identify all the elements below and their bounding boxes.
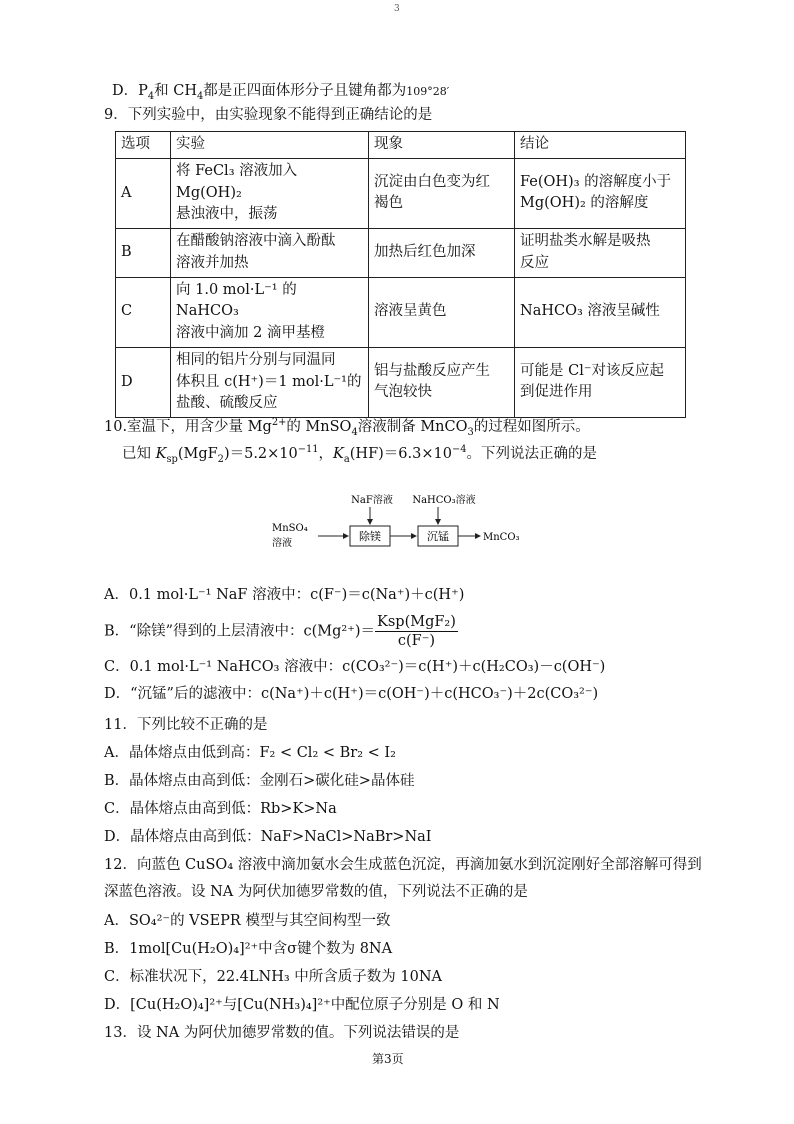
- option-cell: C: [116, 277, 171, 347]
- flow-reagent-label: NaHCO₃溶液: [412, 495, 476, 506]
- conclusion-cell: Fe(OH)₃ 的溶解度小于 Mg(OH)₂ 的溶解度: [515, 158, 686, 228]
- phenomenon-cell: 加热后红色加深: [369, 229, 515, 278]
- q12-option-a: A．SO₄²⁻的 VSEPR 模型与其空间构型一致: [104, 913, 391, 929]
- table-header-row: [116, 132, 686, 159]
- q11-option-b: B．晶体熔点由高到低：金刚石>碳化硅>晶体硅: [104, 773, 415, 789]
- q10-option-a: A．0.1 mol·L⁻¹ NaF 溶液中：c(F⁻)＝c(Na⁺)＋c(H⁺): [104, 587, 465, 603]
- phenomenon-cell: 溶液呈黄色: [369, 277, 515, 347]
- q9-table: [115, 131, 686, 418]
- experiment-cell: 在醋酸钠溶液中滴入酚酞 溶液并加热: [171, 229, 369, 278]
- flow-product-label: MnCO₃: [483, 532, 520, 543]
- conclusion-cell: NaHCO₃ 溶液呈碱性: [515, 277, 686, 347]
- phenomenon-cell: 沉淀由白色变为红 褐色: [369, 158, 515, 228]
- table-header: 选项: [116, 132, 171, 159]
- fraction: $\frac{\text{Ksp(MgF₂)}}{c(F^-)}$: [377, 614, 456, 650]
- table-row: [116, 347, 686, 417]
- flow-input-label: 溶液: [272, 538, 292, 549]
- table-header: 实验: [171, 132, 369, 159]
- conclusion-cell: 证明盐类水解是吸热 反应: [515, 229, 686, 278]
- q12-stem-line2: 深蓝色溶液。设 NA 为阿伏加德罗常数的值，下列说法不正确的是: [104, 884, 528, 900]
- conclusion-cell: 可能是 Cl⁻对该反应起 到促进作用: [515, 347, 686, 417]
- flow-step-label: 除镁: [359, 530, 381, 543]
- flow-input-label: MnSO₄: [272, 523, 308, 534]
- q13-stem: 13．设 NA 为阿伏加德罗常数的值。下列说法错误的是: [104, 1025, 460, 1041]
- table-row: [116, 229, 686, 278]
- option-cell: D: [116, 347, 171, 417]
- phenomenon-cell: 铝与盐酸反应产生 气泡较快: [369, 347, 515, 417]
- q9-stem: 9．下列实验中，由实验现象不能得到正确结论的是: [104, 107, 433, 123]
- q11-stem: 11．下列比较不正确的是: [104, 717, 268, 733]
- table-header: 现象: [369, 132, 515, 159]
- table-row: [116, 158, 686, 228]
- page-footer: 第3页: [372, 1052, 404, 1066]
- flow-step-label: 沉锰: [427, 530, 449, 543]
- q10-flow-diagram: [268, 490, 538, 562]
- q11-option-a: A．晶体熔点由低到高：F₂ < Cl₂ < Br₂ < I₂: [104, 745, 396, 761]
- q10-option-d: D．“沉锰”后的滤液中：c(Na⁺)＋c(H⁺)＝c(OH⁻)＋c(HCO₃⁻)＋2c(CO₃²⁻): [104, 686, 599, 702]
- table-row: [116, 277, 686, 347]
- q12-option-d: D．[Cu(H₂O)₄]²⁺与[Cu(NH₃)₄]²⁺中配位原子分别是 O 和 N: [104, 997, 500, 1013]
- q11-option-d: D．晶体熔点由高到低：NaF>NaCl>NaBr>NaI: [104, 829, 432, 845]
- experiment-cell: 将 FeCl₃ 溶液加入 Mg(OH)₂ 悬浊液中，振荡: [171, 158, 369, 228]
- q10-stem: 10.室温下，用含少量 $Mg^{2+}$的 MnSO$_4$溶液制备 MnCO$_3$的过程如图所示。: [104, 417, 590, 438]
- q8-option-d: D．$P_4$和 $CH_4$都是正四面体形分子且键角都为109°28′: [112, 83, 450, 102]
- experiment-cell: 向 1.0 mol·L⁻¹ 的 NaHCO₃ 溶液中滴加 2 滴甲基橙: [171, 277, 369, 347]
- table-header: 结论: [515, 132, 686, 159]
- q11-option-c: C．晶体熔点由高到低：Rb>K>Na: [104, 801, 337, 817]
- page-top-number: 3: [394, 4, 400, 14]
- option-cell: B: [116, 229, 171, 278]
- q12-option-b: B．1mol[Cu(H₂O)₄]²⁺中含σ键个数为 8NA: [104, 941, 393, 957]
- experiment-cell: 相同的铝片分别与同温同 体积且 c(H⁺)＝1 mol·L⁻¹的 盐酸、硫酸反应: [171, 347, 369, 417]
- q10-option-b: B．“除镁”得到的上层清液中：c(Mg²⁺)＝ $\frac{\text{Ksp(MgF₂)}}{c(F^-)}$: [104, 614, 456, 650]
- flow-reagent-label: NaF溶液: [351, 495, 393, 506]
- q12-option-c: C．标准状况下，22.4LNH₃ 中所含质子数为 10NA: [104, 969, 442, 985]
- q10-option-c: C．0.1 mol·L⁻¹ NaHCO₃ 溶液中：c(CO₃²⁻)＝c(H⁺)＋c(H₂CO₃)－c(OH⁻): [104, 659, 606, 675]
- q10-given: 已知 $K_{sp}(MgF_2)=5.2\times 10^{-11}$，$K_a(HF)=6.3\times 10^{-4}$。下列说法正确的是: [122, 444, 597, 465]
- q12-stem-line1: 12．向蓝色 CuSO₄ 溶液中滴加氨水会生成蓝色沉淀，再滴加氨水到沉淀刚好全部溶解可得到: [104, 857, 702, 873]
- option-cell: A: [116, 158, 171, 228]
